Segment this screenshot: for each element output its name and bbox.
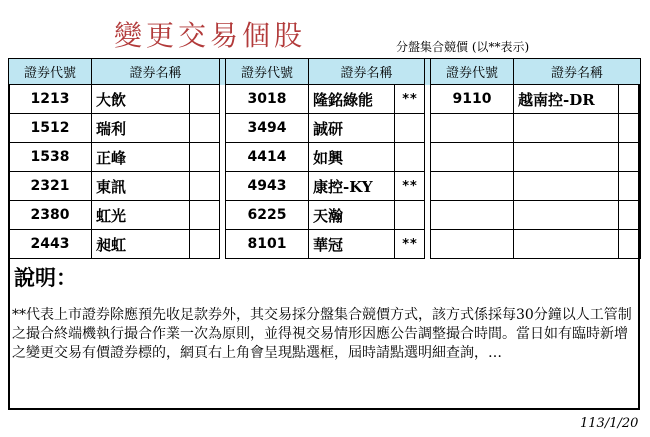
auction-mark-cell xyxy=(395,201,425,230)
stock-code-cell: 9110 xyxy=(431,85,514,114)
stock-name-cell: 昶虹 xyxy=(92,230,190,259)
table-row xyxy=(9,143,641,172)
stock-name-cell: 天瀚 xyxy=(309,201,395,230)
stock-code-cell: 3494 xyxy=(226,114,309,143)
stock-name-cell: 康控-KY xyxy=(309,172,395,201)
auction-mark-cell: ** xyxy=(395,172,425,201)
table-row xyxy=(9,201,641,230)
auction-mark-cell xyxy=(395,114,425,143)
stock-name-cell: 隆銘綠能 xyxy=(309,85,395,114)
table-row xyxy=(9,230,641,259)
date-footer: 113/1/20 xyxy=(580,416,639,431)
auction-mark-cell xyxy=(395,143,425,172)
stock-code-cell: 1538 xyxy=(9,143,92,172)
auction-mark-cell xyxy=(190,85,220,114)
auction-mark-cell xyxy=(190,114,220,143)
header-code: 證券代號 xyxy=(9,59,92,85)
stock-code-cell: 6225 xyxy=(226,201,309,230)
stock-code-cell: 1213 xyxy=(9,85,92,114)
stock-name-cell: 瑞利 xyxy=(92,114,190,143)
page-title: 變更交易個股 xyxy=(114,19,307,52)
stock-code-cell xyxy=(431,201,514,230)
stock-name-cell xyxy=(514,114,619,143)
stock-name-cell xyxy=(514,201,619,230)
stock-code-cell xyxy=(431,172,514,201)
header-name: 證券名稱 xyxy=(92,59,220,85)
table-row xyxy=(9,114,641,143)
auction-mark-cell: ** xyxy=(395,85,425,114)
description-heading: 說明： xyxy=(14,265,77,290)
stock-code-cell: 3018 xyxy=(226,85,309,114)
auction-mark-cell: ** xyxy=(395,230,425,259)
header-name: 證券名稱 xyxy=(309,59,425,85)
auction-mark-cell xyxy=(619,172,641,201)
description-body: **代表上市證券除應預先收足款券外，其交易採分盤集合競價方式，該方式係採每30分鐘以人工管制之撮合終端機執行撮合作業一次為原則，並得視交易情形因應公告調整撮合時間。當日如有臨時新增之變更交易有價證券標的，網頁右上角會呈現點選框，屆時請點選明細查詢，… xyxy=(12,307,632,361)
stock-code-cell: 1512 xyxy=(9,114,92,143)
table-row xyxy=(9,172,641,201)
stock-code-cell xyxy=(431,114,514,143)
header-name: 證券名稱 xyxy=(514,59,641,85)
stock-code-cell: 2443 xyxy=(9,230,92,259)
stock-name-cell: 誠研 xyxy=(309,114,395,143)
stock-name-cell: 虹光 xyxy=(92,201,190,230)
header-code: 證券代號 xyxy=(226,59,309,85)
stock-code-cell: 2380 xyxy=(9,201,92,230)
stock-code-cell: 8101 xyxy=(226,230,309,259)
auction-mark-cell xyxy=(619,201,641,230)
auction-mark-cell xyxy=(619,230,641,259)
table-row xyxy=(9,85,641,114)
stock-name-cell xyxy=(514,230,619,259)
stock-table xyxy=(8,58,641,259)
stock-code-cell xyxy=(431,143,514,172)
stock-name-cell xyxy=(514,143,619,172)
stock-name-cell: 如興 xyxy=(309,143,395,172)
stock-code-cell: 4943 xyxy=(226,172,309,201)
subtitle-note: 分盤集合競價 (以**表示) xyxy=(396,40,530,54)
stock-name-cell: 東訊 xyxy=(92,172,190,201)
stock-name-cell: 大飲 xyxy=(92,85,190,114)
auction-mark-cell xyxy=(619,85,641,114)
stock-name-cell: 正峰 xyxy=(92,143,190,172)
stock-code-cell: 4414 xyxy=(226,143,309,172)
auction-mark-cell xyxy=(190,172,220,201)
auction-mark-cell xyxy=(190,230,220,259)
auction-mark-cell xyxy=(190,143,220,172)
auction-mark-cell xyxy=(619,114,641,143)
header-code: 證券代號 xyxy=(431,59,514,85)
stock-code-cell: 2321 xyxy=(9,172,92,201)
table-header-row xyxy=(9,59,641,85)
auction-mark-cell xyxy=(619,143,641,172)
stock-code-cell xyxy=(431,230,514,259)
stock-name-cell xyxy=(514,172,619,201)
auction-mark-cell xyxy=(190,201,220,230)
stock-name-cell: 華冠 xyxy=(309,230,395,259)
stock-name-cell: 越南控-DR xyxy=(514,85,619,114)
